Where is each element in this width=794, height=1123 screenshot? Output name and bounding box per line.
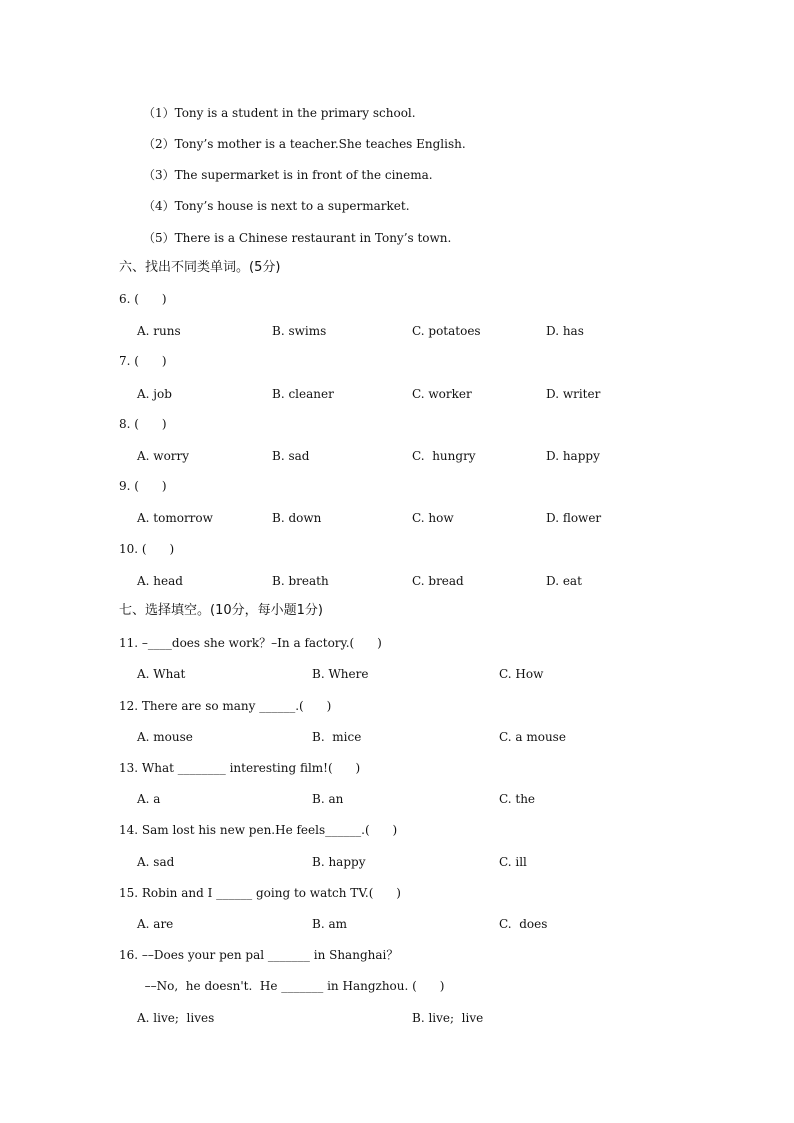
option: B. Where bbox=[312, 667, 369, 681]
option: A. What bbox=[137, 667, 186, 681]
question-stem: 10. ( ) bbox=[119, 542, 175, 556]
option: A. job bbox=[137, 387, 172, 401]
option: C. How bbox=[499, 667, 544, 681]
option: B. mice bbox=[312, 730, 362, 744]
option: B. breath bbox=[272, 574, 329, 588]
option: A. worry bbox=[137, 449, 190, 463]
statement: （1）Tony is a student in the primary school. bbox=[143, 106, 416, 120]
option: D. eat bbox=[546, 574, 582, 588]
option: C. potatoes bbox=[412, 324, 481, 338]
option: C. how bbox=[412, 511, 454, 525]
option: C. does bbox=[499, 917, 548, 931]
statement: （2）Tony’s mother is a teacher.She teaches English. bbox=[143, 137, 466, 151]
question-stem: 9. ( ) bbox=[119, 479, 167, 493]
question-stem: 12. There are so many ______.( ) bbox=[119, 699, 332, 713]
option: A. runs bbox=[137, 324, 181, 338]
option: A. tomorrow bbox=[137, 511, 213, 525]
option: C. a mouse bbox=[499, 730, 566, 744]
option: D. has bbox=[546, 324, 584, 338]
question-stem: 7. ( ) bbox=[119, 354, 167, 368]
option: B. am bbox=[312, 917, 347, 931]
option: B. happy bbox=[312, 855, 366, 869]
question-stem: 13. What ________ interesting film!( ) bbox=[119, 761, 361, 775]
option: B. swims bbox=[272, 324, 327, 338]
question-stem-continued: ––No, he doesn't. He _______ in Hangzhou. ( ) bbox=[137, 979, 445, 993]
option: B. down bbox=[272, 511, 322, 525]
option: A. mouse bbox=[137, 730, 193, 744]
statement: （5）There is a Chinese restaurant in Tony’s town. bbox=[143, 231, 452, 245]
option: D. flower bbox=[546, 511, 602, 525]
option: C. ill bbox=[499, 855, 527, 869]
question-stem: 16. ––Does your pen pal _______ in Shanghai？ bbox=[119, 948, 399, 962]
section-heading: 六、找出不同类单词。(5分) bbox=[119, 260, 281, 275]
option: C. the bbox=[499, 792, 536, 806]
option: D. happy bbox=[546, 449, 600, 463]
question-stem: 11. –____does she work？–In a factory.( ) bbox=[119, 636, 382, 650]
option: D. writer bbox=[546, 387, 601, 401]
option: B. live; live bbox=[412, 1011, 484, 1025]
option: B. sad bbox=[272, 449, 310, 463]
question-stem: 8. ( ) bbox=[119, 417, 167, 431]
option: B. cleaner bbox=[272, 387, 334, 401]
option: C. bread bbox=[412, 574, 464, 588]
option: A. sad bbox=[137, 855, 175, 869]
statement: （3）The supermarket is in front of the cinema. bbox=[143, 168, 433, 182]
option: A. live; lives bbox=[137, 1011, 215, 1025]
section-heading: 七、选择填空。(10分，每小题1分) bbox=[119, 603, 323, 618]
question-stem: 14. Sam lost his new pen.He feels______.( ) bbox=[119, 823, 398, 837]
question-stem: 15. Robin and I ______ going to watch TV.( ) bbox=[119, 886, 401, 900]
option: B. an bbox=[312, 792, 344, 806]
option: C. worker bbox=[412, 387, 472, 401]
option: A. head bbox=[137, 574, 183, 588]
question-stem: 6. ( ) bbox=[119, 292, 167, 306]
option: A. a bbox=[137, 792, 161, 806]
statement: （4）Tony’s house is next to a supermarket. bbox=[143, 199, 410, 213]
option: A. are bbox=[137, 917, 174, 931]
option: C. hungry bbox=[412, 449, 476, 463]
